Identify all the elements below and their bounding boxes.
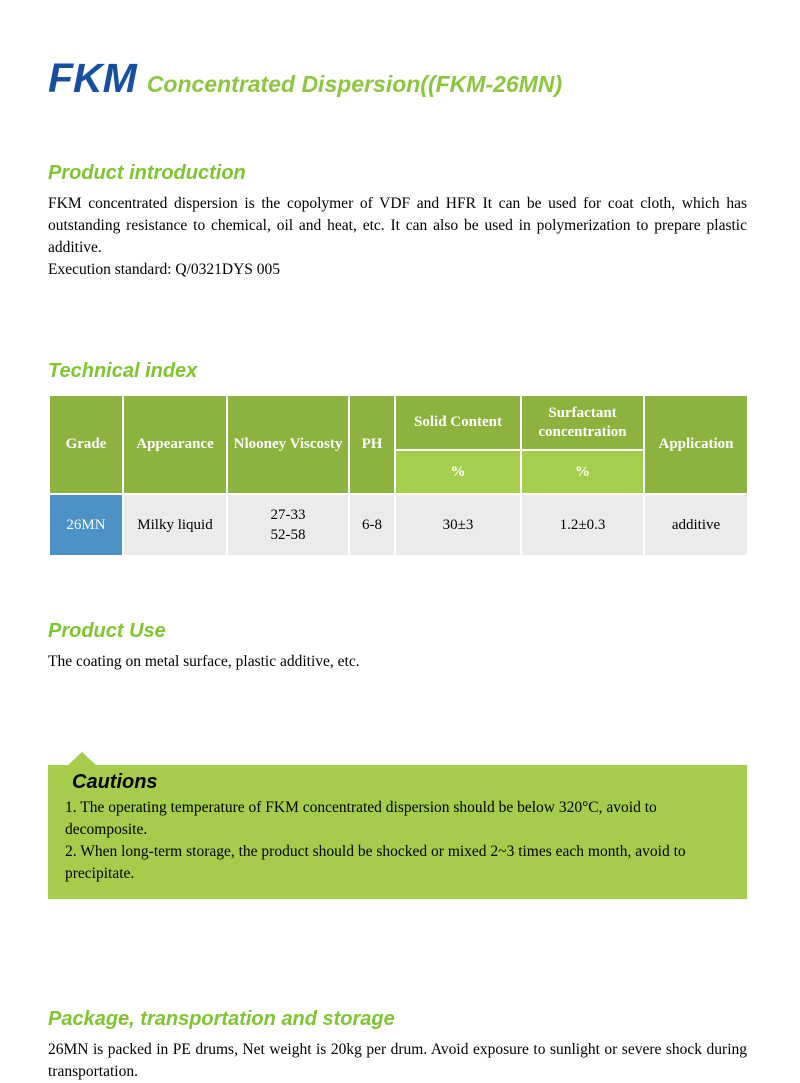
logo-subtitle: Concentrated Dispersion((FKM-26MN) <box>146 71 563 97</box>
table-row <box>49 494 748 556</box>
technical-index-table <box>48 394 749 557</box>
caution-item-1: 1. The operating temperature of FKM concentrated dispersion should be below 320°C, avoid to decomposite. <box>65 799 657 838</box>
viscosity-line-2: 52-58 <box>270 527 306 543</box>
cell-application: additive <box>644 494 748 556</box>
product-introduction-text: FKM concentrated dispersion is the copolymer of VDF and HFR It can be used for coat cloth, which has outstanding resistance to chemical, oil and heat, etc. It can also be used in polymerization to prepare plastic additive. <box>48 195 747 256</box>
cell-surfactant: 1.2±0.3 <box>521 494 644 556</box>
col-header-appearance: Appearance <box>123 395 227 494</box>
package-heading: Package, transportation and storage <box>48 1008 395 1030</box>
cell-solid-content: 30±3 <box>395 494 521 556</box>
col-header-grade: Grade <box>49 395 123 494</box>
cell-appearance: Milky liquid <box>123 494 227 556</box>
product-introduction-heading: Product introduction <box>48 162 246 184</box>
header <box>48 0 747 99</box>
col-header-ph: PH <box>349 395 395 494</box>
cell-viscosity <box>227 494 349 556</box>
execution-standard-text: Execution standard: Q/0321DYS 005 <box>48 261 281 278</box>
cell-ph: 6-8 <box>349 494 395 556</box>
col-header-surfactant: Surfactant concentration <box>521 395 644 450</box>
product-use-heading: Product Use <box>48 620 166 642</box>
cautions-pointer-triangle-icon <box>68 752 96 765</box>
solid-content-unit: % <box>395 450 521 494</box>
col-header-solid-content: Solid Content <box>395 395 521 450</box>
cautions-heading: Cautions <box>72 771 158 793</box>
viscosity-line-1: 27-33 <box>270 506 306 523</box>
cell-grade: 26MN <box>49 494 123 556</box>
product-use-text: The coating on metal surface, plastic additive, etc. <box>48 653 360 670</box>
surfactant-unit: % <box>521 450 644 494</box>
col-header-application: Application <box>644 395 748 494</box>
technical-index-heading: Technical index <box>48 360 198 382</box>
logo-text: FKM <box>48 55 137 101</box>
caution-item-2: 2. When long-term storage, the product should be shocked or mixed 2~3 times each month, avoid to precipitate. <box>65 843 686 882</box>
cautions-box <box>48 765 747 899</box>
col-header-viscosity: Nlooney Viscosty <box>227 395 349 494</box>
package-text: 26MN is packed in PE drums, Net weight is 20kg per drum. Avoid exposure to sunlight or severe shock during transportation. <box>48 1041 747 1080</box>
